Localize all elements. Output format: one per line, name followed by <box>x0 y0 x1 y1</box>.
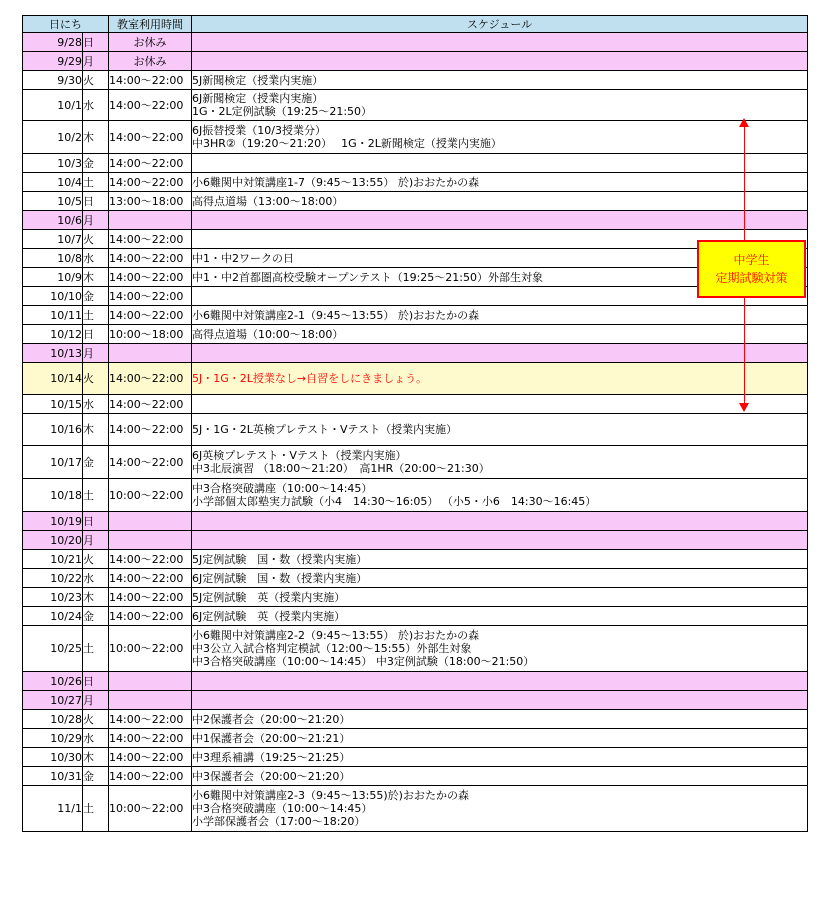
schedule-entry: 高得点道場（10:00～18:00） <box>192 327 344 341</box>
row-schedule <box>192 414 808 446</box>
row-date: 10/5 <box>23 192 83 211</box>
schedule-row <box>23 363 808 395</box>
row-date: 10/16 <box>23 414 83 446</box>
row-weekday: 火 <box>83 550 109 569</box>
schedule-entry: 5J定例試験 英（授業内実施） <box>192 590 346 604</box>
row-schedule <box>192 531 808 550</box>
row-weekday: 木 <box>83 748 109 767</box>
row-schedule <box>192 786 808 832</box>
row-date: 10/18 <box>23 479 83 512</box>
schedule-entry: 中2保護者会（20:00～21:20） <box>192 712 351 726</box>
header-date: 日にち <box>23 16 109 33</box>
schedule-row <box>23 414 808 446</box>
row-date: 10/22 <box>23 569 83 588</box>
row-schedule <box>192 154 808 173</box>
arrow-up-icon <box>739 118 749 127</box>
schedule-row <box>23 729 808 748</box>
callout-line2: 定期試験対策 <box>715 271 788 285</box>
schedule-entry: 5J新聞検定（授業内実施） <box>192 73 324 87</box>
row-time <box>109 512 192 531</box>
row-schedule <box>192 729 808 748</box>
row-date: 10/31 <box>23 767 83 786</box>
row-schedule <box>192 446 808 479</box>
schedule-entry: 中1・中2ワークの日 <box>192 251 294 265</box>
row-time: 14:00～22:00 <box>109 729 192 748</box>
row-date: 10/19 <box>23 512 83 531</box>
row-weekday: 月 <box>83 52 109 71</box>
row-weekday: 月 <box>83 211 109 230</box>
row-weekday: 火 <box>83 230 109 249</box>
row-schedule <box>192 569 808 588</box>
row-schedule <box>192 626 808 672</box>
row-schedule <box>192 588 808 607</box>
row-date: 11/1 <box>23 786 83 832</box>
schedule-row <box>23 52 808 71</box>
row-date: 10/23 <box>23 588 83 607</box>
row-time <box>109 672 192 691</box>
row-weekday: 金 <box>83 446 109 479</box>
schedule-row <box>23 268 808 287</box>
row-date: 10/9 <box>23 268 83 287</box>
row-time <box>109 531 192 550</box>
row-schedule <box>192 121 808 154</box>
schedule-row <box>23 90 808 121</box>
row-schedule <box>192 512 808 531</box>
row-time: 10:00～22:00 <box>109 786 192 832</box>
row-weekday: 土 <box>83 306 109 325</box>
row-time: お休み <box>109 33 192 52</box>
row-time: 14:00～22:00 <box>109 414 192 446</box>
row-date: 9/28 <box>23 33 83 52</box>
row-date: 10/29 <box>23 729 83 748</box>
row-date: 10/30 <box>23 748 83 767</box>
row-time: 14:00～22:00 <box>109 90 192 121</box>
row-date: 10/28 <box>23 710 83 729</box>
schedule-row <box>23 691 808 710</box>
row-date: 10/12 <box>23 325 83 344</box>
row-date: 10/11 <box>23 306 83 325</box>
schedule-row <box>23 626 808 672</box>
schedule-row <box>23 344 808 363</box>
row-weekday: 土 <box>83 173 109 192</box>
row-schedule <box>192 52 808 71</box>
schedule-row <box>23 121 808 154</box>
row-date: 10/8 <box>23 249 83 268</box>
schedule-table <box>22 15 808 832</box>
row-time <box>109 344 192 363</box>
schedule-row <box>23 748 808 767</box>
row-weekday: 日 <box>83 672 109 691</box>
row-time: 14:00～22:00 <box>109 249 192 268</box>
row-time: 14:00～22:00 <box>109 569 192 588</box>
schedule-entry: 中1・中2首都圏高校受験オープンテスト（19:25～21:50）外部生対象 <box>192 270 543 284</box>
row-time: 14:00～22:00 <box>109 173 192 192</box>
schedule-row <box>23 672 808 691</box>
row-schedule <box>192 550 808 569</box>
row-weekday: 木 <box>83 588 109 607</box>
row-date: 9/30 <box>23 71 83 90</box>
schedule-entry: 6J定例試験 国・数（授業内実施） <box>192 571 368 585</box>
row-time: 10:00～18:00 <box>109 325 192 344</box>
row-schedule <box>192 672 808 691</box>
row-weekday: 日 <box>83 33 109 52</box>
schedule-entry: 中3北辰演習 （18:00～21:20） 高1HR（20:00～21:30） <box>192 462 490 475</box>
schedule-row <box>23 325 808 344</box>
schedule-entry: 小学部保護者会（17:00～18:20） <box>192 815 366 828</box>
row-time: 14:00～22:00 <box>109 748 192 767</box>
row-weekday: 木 <box>83 268 109 287</box>
row-date: 10/1 <box>23 90 83 121</box>
row-date: 10/25 <box>23 626 83 672</box>
row-date: 9/29 <box>23 52 83 71</box>
schedule-entry: 中3公立入試合格判定模試（12:00～15:55）外部生対象 <box>192 642 472 655</box>
row-date: 10/4 <box>23 173 83 192</box>
row-time: 14:00～22:00 <box>109 230 192 249</box>
row-date: 10/13 <box>23 344 83 363</box>
row-schedule <box>192 479 808 512</box>
row-date: 10/17 <box>23 446 83 479</box>
row-schedule <box>192 710 808 729</box>
schedule-row <box>23 33 808 52</box>
row-time: 10:00～22:00 <box>109 479 192 512</box>
row-time: 14:00～22:00 <box>109 71 192 90</box>
row-weekday: 金 <box>83 287 109 306</box>
schedule-entry: 小6難関中対策講座2-3（9:45～13:55)於)おおたかの森 <box>192 789 469 802</box>
schedule-row <box>23 211 808 230</box>
row-date: 10/26 <box>23 672 83 691</box>
row-time: 14:00～22:00 <box>109 767 192 786</box>
row-weekday: 土 <box>83 479 109 512</box>
row-date: 10/27 <box>23 691 83 710</box>
schedule-entry: 6J振替授業（10/3授業分） <box>192 124 326 137</box>
row-weekday: 日 <box>83 512 109 531</box>
row-time: 14:00～22:00 <box>109 121 192 154</box>
row-time: 13:00～18:00 <box>109 192 192 211</box>
row-date: 10/7 <box>23 230 83 249</box>
row-time: 14:00～22:00 <box>109 710 192 729</box>
schedule-entry: 高得点道場（13:00～18:00） <box>192 194 344 208</box>
schedule-body <box>23 33 808 832</box>
row-time: 14:00～22:00 <box>109 550 192 569</box>
schedule-row <box>23 173 808 192</box>
schedule-row <box>23 550 808 569</box>
row-time <box>109 691 192 710</box>
schedule-row <box>23 446 808 479</box>
row-schedule <box>192 33 808 52</box>
schedule-row <box>23 512 808 531</box>
row-schedule <box>192 395 808 414</box>
schedule-row <box>23 192 808 211</box>
schedule-row <box>23 479 808 512</box>
header-schedule: スケジュール <box>192 16 808 33</box>
row-schedule <box>192 211 808 230</box>
row-schedule <box>192 344 808 363</box>
row-weekday: 木 <box>83 121 109 154</box>
row-weekday: 金 <box>83 607 109 626</box>
row-weekday: 日 <box>83 325 109 344</box>
arrow-down-icon <box>739 403 749 412</box>
schedule-row <box>23 710 808 729</box>
row-time: 14:00～22:00 <box>109 363 192 395</box>
row-weekday: 水 <box>83 729 109 748</box>
schedule-row <box>23 154 808 173</box>
row-weekday: 月 <box>83 344 109 363</box>
row-weekday: 木 <box>83 414 109 446</box>
schedule-entry: 5J・1G・2L英検プレテスト・Vテスト（授業内実施） <box>192 423 458 436</box>
row-date: 10/24 <box>23 607 83 626</box>
row-time: 14:00～22:00 <box>109 268 192 287</box>
row-weekday: 金 <box>83 154 109 173</box>
schedule-entry: 中3理系補講（19:25～21:25） <box>192 750 351 764</box>
schedule-row <box>23 249 808 268</box>
row-time <box>109 211 192 230</box>
row-schedule <box>192 192 808 211</box>
row-weekday: 水 <box>83 90 109 121</box>
row-weekday: 火 <box>83 71 109 90</box>
schedule-entry: 6J定例試験 英（授業内実施） <box>192 609 346 623</box>
row-time: 14:00～22:00 <box>109 446 192 479</box>
row-weekday: 金 <box>83 767 109 786</box>
schedule-entry: 小6難関中対策講座2-1（9:45～13:55） 於)おおたかの森 <box>192 308 480 322</box>
callout-line1: 中学生 <box>733 253 770 267</box>
row-schedule <box>192 607 808 626</box>
schedule-entry: 中1保護者会（20:00～21:21） <box>192 731 351 745</box>
schedule-row <box>23 531 808 550</box>
row-time: 14:00～22:00 <box>109 607 192 626</box>
row-weekday: 土 <box>83 786 109 832</box>
row-schedule <box>192 306 808 325</box>
row-date: 10/15 <box>23 395 83 414</box>
schedule-entry: 中3合格突破講座（10:00～14:45） <box>192 482 373 495</box>
schedule-row <box>23 569 808 588</box>
row-date: 10/20 <box>23 531 83 550</box>
row-weekday: 水 <box>83 569 109 588</box>
schedule-row <box>23 607 808 626</box>
schedule-entry: 中3合格突破講座（10:00～14:45） 中3定例試験（18:00～21:50） <box>192 655 535 668</box>
row-weekday: 火 <box>83 363 109 395</box>
row-schedule <box>192 325 808 344</box>
row-time: 14:00～22:00 <box>109 395 192 414</box>
row-time: 10:00～22:00 <box>109 626 192 672</box>
schedule-row <box>23 287 808 306</box>
schedule-row <box>23 230 808 249</box>
schedule-entry: 1G・2L定例試験（19:25～21:50） <box>192 105 373 118</box>
row-date: 10/21 <box>23 550 83 569</box>
row-schedule <box>192 691 808 710</box>
row-date: 10/2 <box>23 121 83 154</box>
row-weekday: 水 <box>83 249 109 268</box>
row-date: 10/10 <box>23 287 83 306</box>
row-time: 14:00～22:00 <box>109 287 192 306</box>
schedule-row <box>23 767 808 786</box>
schedule-row <box>23 306 808 325</box>
row-schedule <box>192 767 808 786</box>
header-time: 教室利用時間 <box>109 16 192 33</box>
row-time: 14:00～22:00 <box>109 306 192 325</box>
schedule-row <box>23 71 808 90</box>
row-time: お休み <box>109 52 192 71</box>
row-date: 10/6 <box>23 211 83 230</box>
header-row <box>23 16 808 33</box>
row-weekday: 月 <box>83 531 109 550</box>
schedule-row <box>23 786 808 832</box>
row-schedule <box>192 748 808 767</box>
schedule-entry: 5J定例試験 国・数（授業内実施） <box>192 552 368 566</box>
schedule-row <box>23 395 808 414</box>
row-schedule <box>192 173 808 192</box>
schedule-entry: 6J英検プレテスト・Vテスト（授業内実施） <box>192 449 407 462</box>
row-time: 14:00～22:00 <box>109 154 192 173</box>
schedule-entry: 中3合格突破講座（10:00～14:45） <box>192 802 373 815</box>
schedule-entry: 小6難関中対策講座1-7（9:45～13:55） 於)おおたかの森 <box>192 175 480 189</box>
row-date: 10/3 <box>23 154 83 173</box>
row-weekday: 月 <box>83 691 109 710</box>
schedule-entry: 小6難関中対策講座2-2（9:45～13:55） 於)おおたかの森 <box>192 629 480 642</box>
row-schedule <box>192 363 808 395</box>
schedule-entry: 6J新聞検定（授業内実施） <box>192 92 324 105</box>
row-schedule <box>192 71 808 90</box>
row-weekday: 土 <box>83 626 109 672</box>
row-weekday: 火 <box>83 710 109 729</box>
schedule-entry: 中3保護者会（20:00～21:20） <box>192 769 351 783</box>
row-date: 10/14 <box>23 363 83 395</box>
exam-prep-callout <box>697 240 806 298</box>
row-time: 14:00～22:00 <box>109 588 192 607</box>
schedule-entry: 小学部個太郎塾実力試験（小4 14:30～16:05） （小5・小6 14:30～16:45） <box>192 495 597 508</box>
schedule-entry: 5J・1G・2L授業なし→自習をしにきましょう。 <box>192 372 428 385</box>
schedule-entry: 中3HR②（19:20～21:20） 1G・2L新聞検定（授業内実施） <box>192 137 502 150</box>
schedule-row <box>23 588 808 607</box>
row-weekday: 水 <box>83 395 109 414</box>
row-weekday: 日 <box>83 192 109 211</box>
row-schedule <box>192 90 808 121</box>
